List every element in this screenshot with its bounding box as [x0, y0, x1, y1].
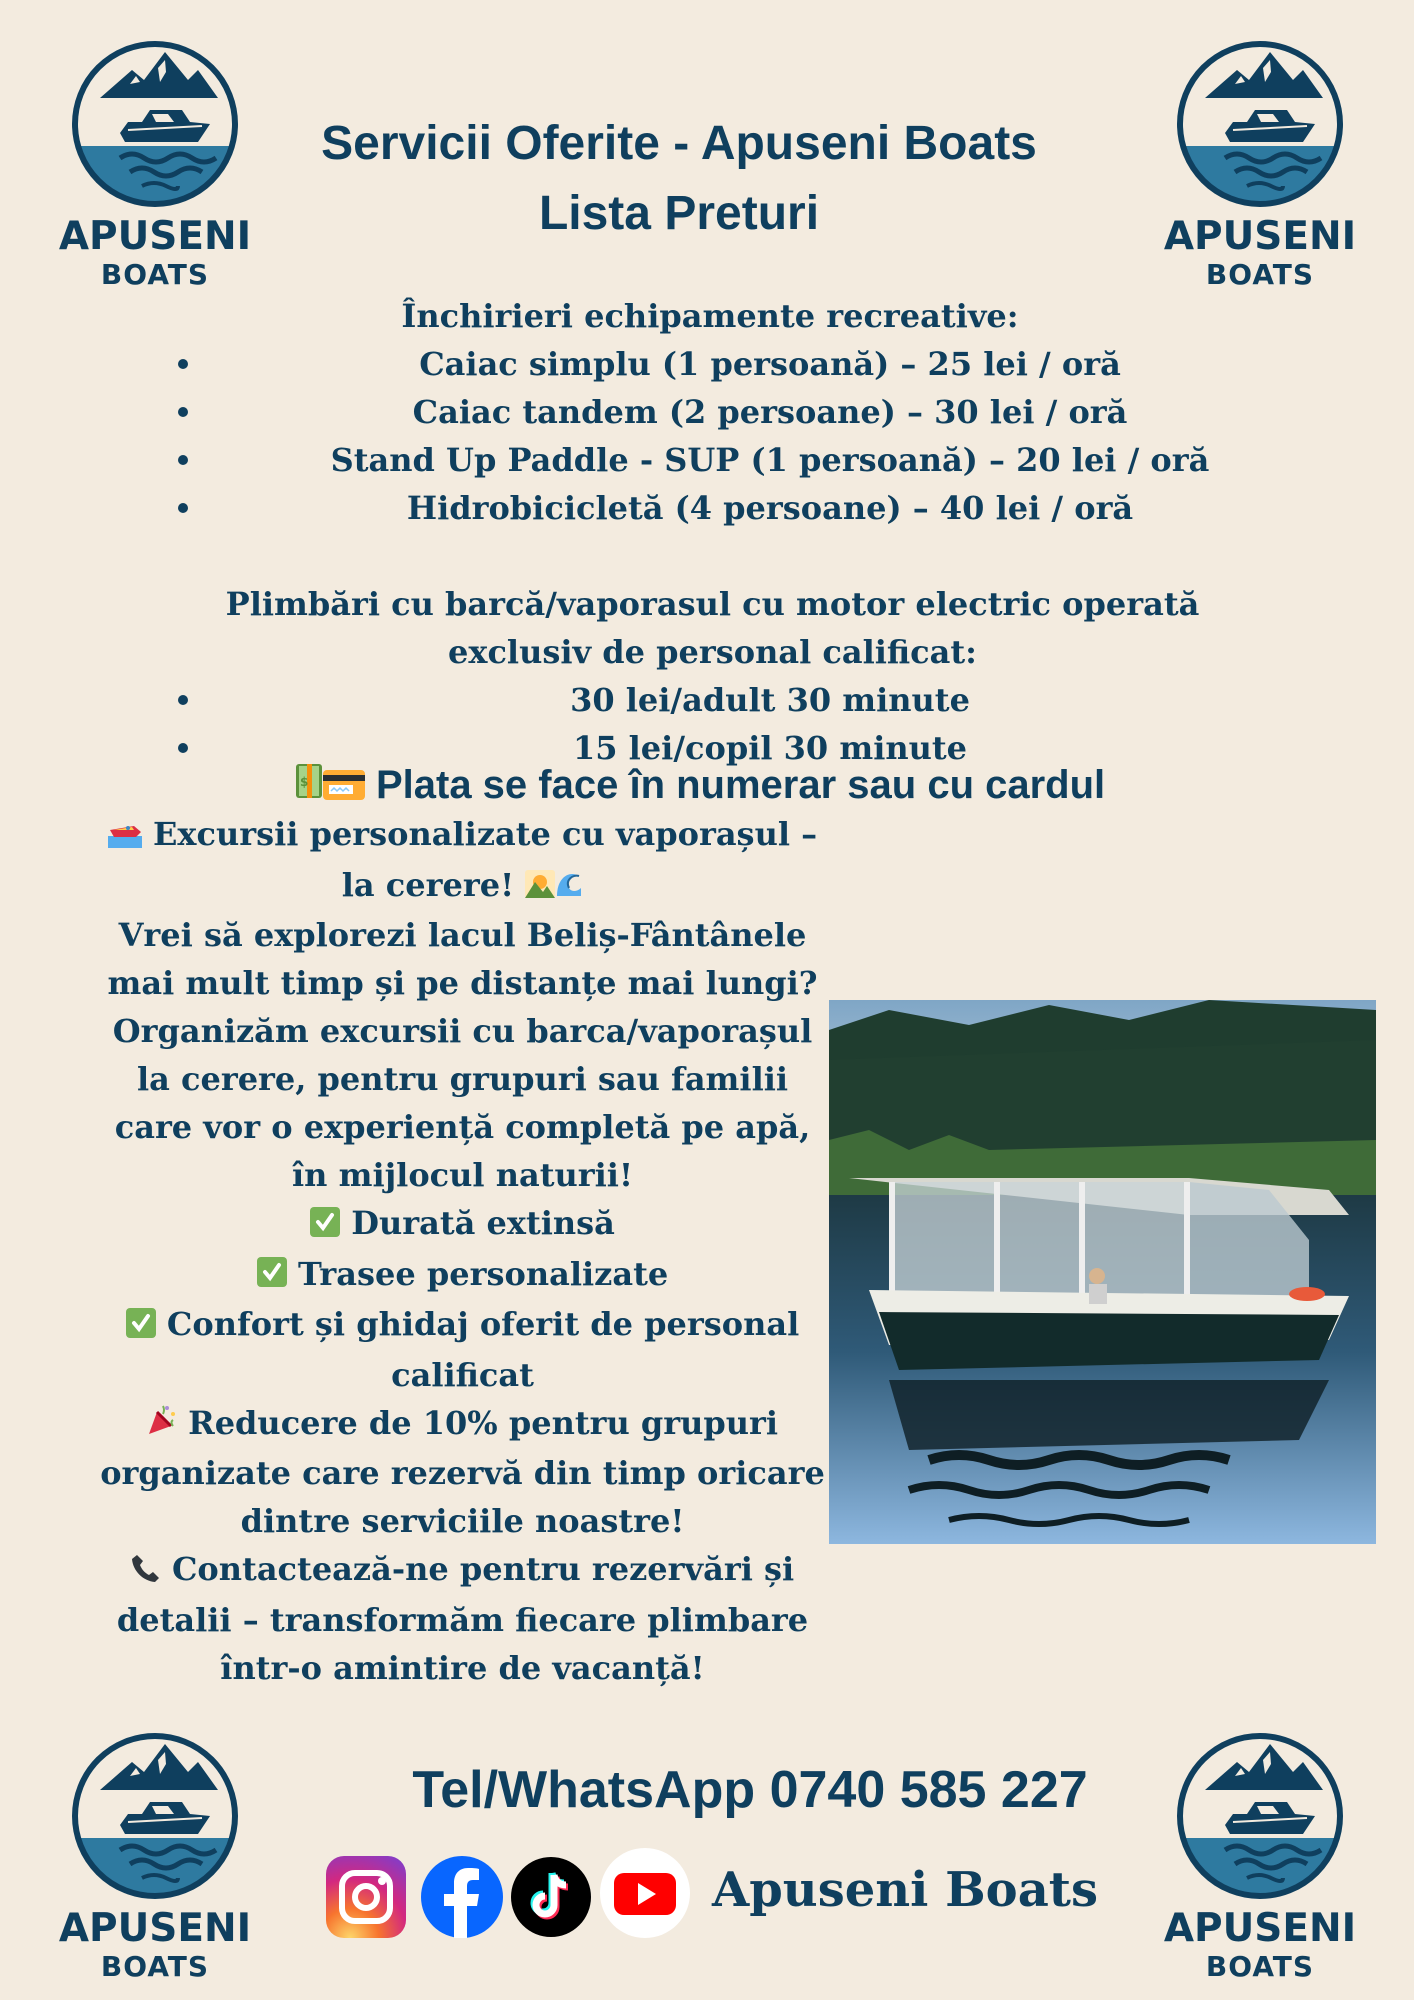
excursions-title-text2: la cerere! [341, 865, 515, 904]
page-subtitle: Lista Preturi [538, 187, 820, 240]
logo-text-boats: BOATS [1205, 258, 1315, 291]
contact-line1 [80, 1545, 845, 1596]
logo-text-apuseni: APUSENI [1163, 214, 1357, 259]
feature-label: Durată extinsă [351, 1204, 615, 1242]
logo-bottom-left [55, 1730, 255, 1990]
excursions-text-line: care vor o experiență completă pe apă, [114, 1108, 811, 1146]
rental-item-label: Caiac simplu (1 persoană) – 25 lei / oră [419, 345, 1121, 383]
logo-text-boats: BOATS [100, 258, 210, 291]
payment-note [200, 760, 1200, 812]
feature-item [80, 1300, 845, 1351]
logo-top-right [1160, 38, 1360, 298]
contact-text: detalii – transformăm fiecare plimbare [116, 1600, 809, 1639]
youtube-icon[interactable] [600, 1848, 690, 1938]
excursions-text-line: la cerere, pentru grupuri sau familii [136, 1060, 789, 1098]
list-item [150, 388, 1320, 436]
discount-text: organizate care rezervă din timp oricare [100, 1454, 825, 1492]
feature-label-cont: calificat [391, 1355, 534, 1394]
sunrise-mountain-icon [525, 863, 555, 911]
feature-label: Trasee personalizate [297, 1254, 669, 1293]
boat-rides-heading [150, 580, 1275, 676]
phone-whatsapp[interactable]: Tel/WhatsApp 0740 585 227 [412, 1761, 1088, 1819]
discount-text: Reducere de 10% pentru grupuri [188, 1403, 779, 1442]
check-mark-icon [257, 1252, 287, 1300]
excursions-text-line: Vrei să explorezi lacul Beliș-Fântânele [118, 916, 807, 954]
excursions-text-line: în mijlocul naturii! [292, 1156, 633, 1194]
excursions-text-line: mai mult timp și pe distanțe mai lungi? [107, 964, 818, 1002]
facebook-icon[interactable] [421, 1856, 503, 1938]
page-title [254, 109, 1104, 249]
boat-rides-heading-line2: exclusiv de personal calificat: [448, 633, 977, 671]
svg-text:$: $ [299, 775, 309, 790]
bullet-icon [178, 359, 188, 369]
ride-price-label: 15 lei/copil 30 minute [572, 729, 968, 767]
feature-label: Confort și ghidaj oferit de personal [166, 1305, 800, 1343]
feature-item [80, 1199, 845, 1250]
party-popper-icon [147, 1401, 177, 1449]
check-mark-icon [126, 1303, 156, 1351]
logo-top-left [55, 38, 255, 298]
tiktok-icon[interactable] [511, 1857, 591, 1937]
bullet-icon [178, 407, 188, 417]
logo-text-apuseni: APUSENI [58, 1906, 252, 1951]
credit-card-icon [323, 762, 365, 812]
logo-emblem-icon [1175, 38, 1345, 210]
speedboat-icon [108, 813, 142, 861]
discount-text: dintre serviciile noastre! [240, 1502, 685, 1540]
boat-rides-heading-line1: Plimbări cu barcă/vaporasul cu motor electric operată [225, 585, 1200, 623]
bullet-icon [178, 455, 188, 465]
contact-text: Contactează-ne pentru rezervări și [171, 1550, 795, 1588]
check-mark-icon [310, 1202, 340, 1250]
list-item [150, 340, 1320, 388]
logo-emblem-icon [1175, 1730, 1345, 1902]
list-item [150, 484, 1320, 532]
logo-text-boats: BOATS [100, 1950, 210, 1983]
logo-text-boats: BOATS [1205, 1950, 1315, 1983]
bullet-icon [178, 743, 188, 753]
excursions-title-text: Excursii personalizate cu vaporașul – [153, 815, 818, 853]
instagram-icon[interactable] [326, 1856, 406, 1938]
discount-line1 [80, 1399, 845, 1450]
rental-item-label: Caiac tandem (2 persoane) – 30 lei / oră [412, 393, 1128, 431]
rentals-heading: Închirieri echipamente recreative: [401, 297, 1019, 335]
contact-text: într-o amintire de vacanță! [220, 1648, 705, 1687]
payment-text: Plata se face în numerar sau cu cardul [375, 763, 1106, 807]
logo-emblem-icon [70, 38, 240, 210]
boat-photo [829, 1000, 1376, 1544]
rental-item-label: Stand Up Paddle - SUP (1 persoană) – 20 lei / oră [330, 441, 1210, 479]
logo-bottom-right [1160, 1730, 1360, 1990]
logo-text-apuseni: APUSENI [1163, 1906, 1357, 1951]
money-icon [295, 762, 323, 812]
wave-icon [555, 863, 583, 911]
excursions-text-line: Organizăm excursii cu barca/vaporașul [112, 1012, 813, 1050]
feature-item [80, 1250, 845, 1301]
bullet-icon [178, 695, 188, 705]
logo-text-apuseni: APUSENI [58, 214, 252, 259]
brand-name: Apuseni Boats [712, 1862, 1098, 1918]
phone-icon [131, 1548, 161, 1596]
excursions-title-line1 [80, 810, 845, 861]
bullet-icon [178, 503, 188, 513]
excursions-section [80, 810, 845, 1692]
ride-price-label: 30 lei/adult 30 minute [570, 681, 970, 719]
page-title-main: Servicii Oferite - Apuseni Boats [321, 117, 1037, 170]
excursions-title-line2 [80, 861, 845, 912]
list-item [150, 676, 1320, 724]
rental-item-label: Hidrobicicletă (4 persoane) – 40 lei / oră [406, 489, 1134, 527]
list-item [150, 436, 1320, 484]
logo-emblem-icon [70, 1730, 240, 1902]
